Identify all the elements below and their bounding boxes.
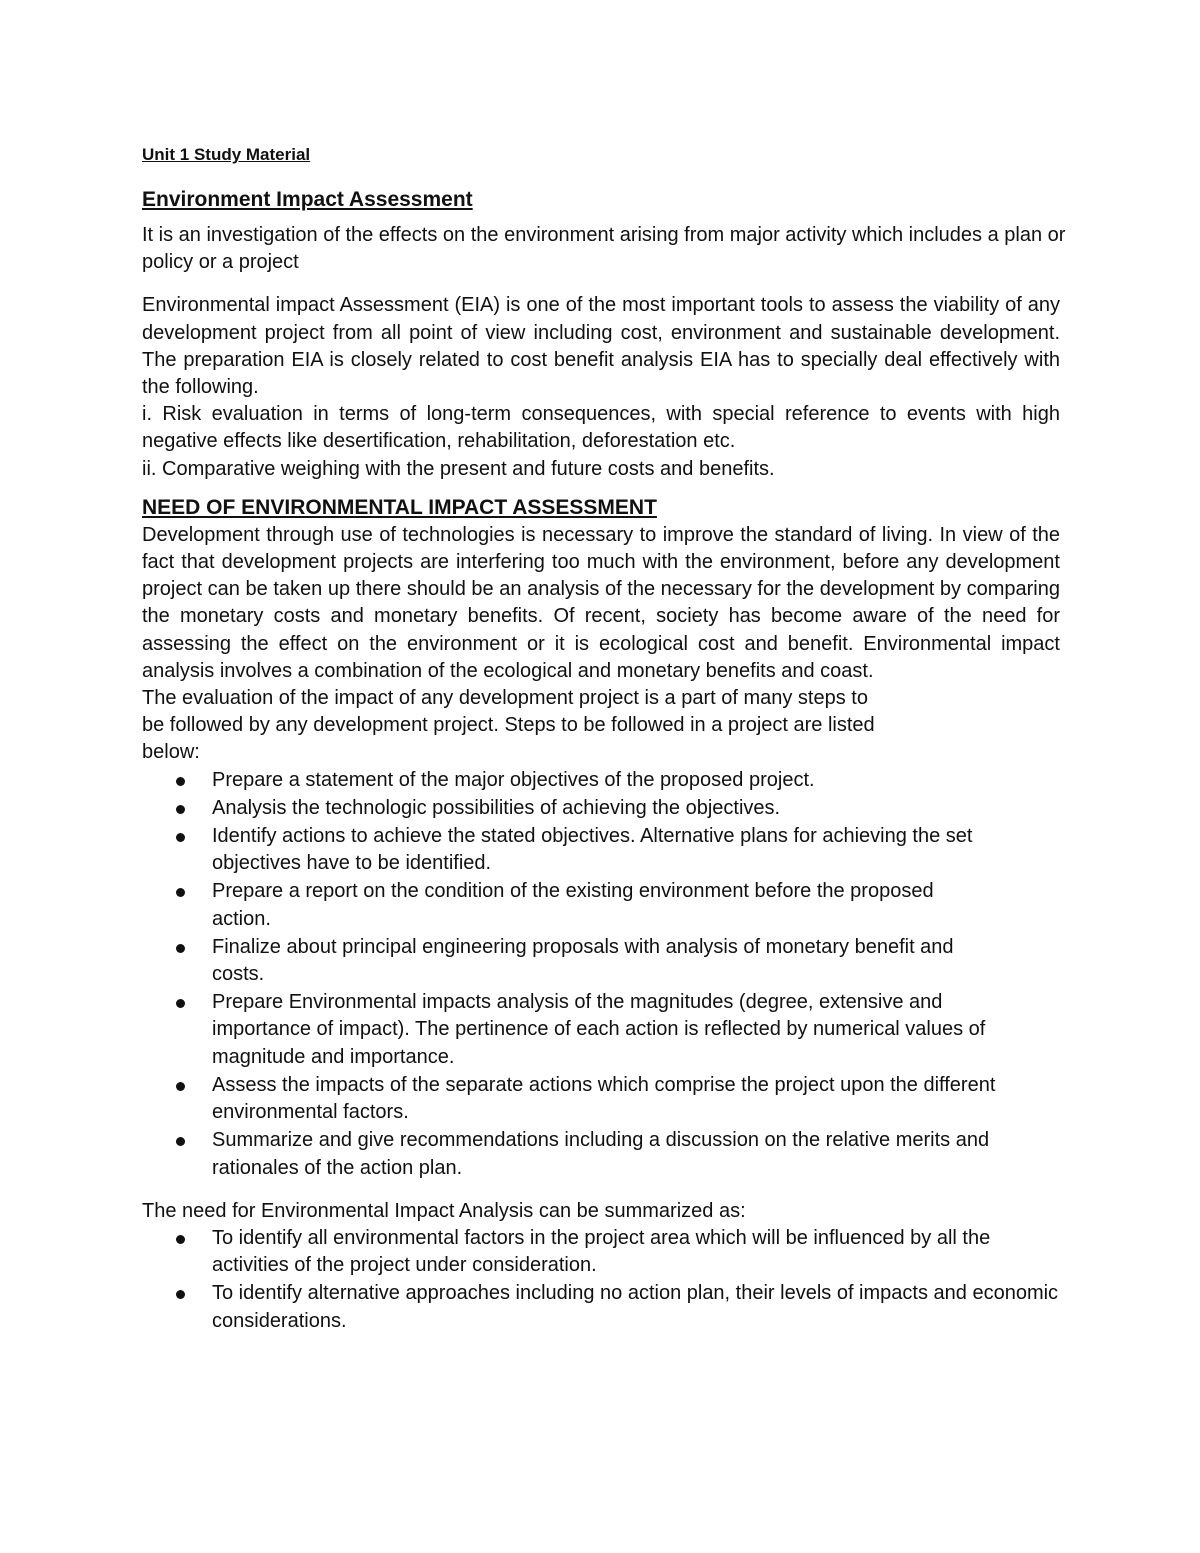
bullet-icon <box>176 944 185 953</box>
list-item <box>142 1280 1060 1334</box>
need-heading: NEED OF ENVIRONMENTAL IMPACT ASSESSMENT <box>142 495 657 519</box>
bullet-icon <box>176 888 185 897</box>
need-paragraph: Development through use of technologies is necessary to improve the standard of living. In view of the fact that development projects are interfering too much with the environment, before any development project can be taken up there should be an analysis of the necessary for the development by comparing the monetary costs and monetary benefits. Of recent, society has become aware of the need for assessing the effect on the environment or it is ecological cost and benefit. Environmental impact analysis involves a combination of the ecological and monetary benefits and coast. <box>142 523 1060 682</box>
list-item-text: Summarize and give recommendations including a discussion on the relative merits and rationales of the action plan. <box>212 1129 990 1179</box>
list-item <box>142 1072 1060 1126</box>
point-ii: ii. Comparative weighing with the present and future costs and benefits. <box>142 457 775 480</box>
list-item-text: To identify alternative approaches including no action plan, their levels of impacts and economic considerations. <box>212 1282 1059 1332</box>
list-item-text: To identify all environmental factors in the project area which will be influenced by all the activities of the project under consideration. <box>212 1226 991 1277</box>
steps-intro-line-1: The evaluation of the impact of any development project is a part of many steps to <box>142 687 868 710</box>
list-item-text: Prepare Environmental impacts analysis of the magnitudes (degree, extensive and importance of impact). The pertinence of each action is reflected by numerical values of magnitude and importance. <box>212 991 986 1068</box>
list-item <box>142 934 1060 988</box>
unit-title: Unit 1 Study Material <box>142 145 311 164</box>
bullet-icon <box>176 777 185 786</box>
bullet-icon <box>176 1290 185 1299</box>
steps-intro-line-2: be followed by any development project. Steps to be followed in a project are listed <box>142 714 875 737</box>
main-title: Environment Impact Assessment <box>142 188 473 211</box>
bullet-icon <box>176 833 185 842</box>
bullet-icon <box>176 1082 185 1091</box>
list-item-text: Finalize about principal engineering proposals with analysis of monetary benefit and costs. <box>212 935 954 986</box>
steps-intro-line-3: below: <box>142 741 200 764</box>
list-item-text: Identify actions to achieve the stated objectives. Alternative plans for achieving the set objectives have to be identified. <box>212 825 973 875</box>
list-item <box>142 1225 1060 1279</box>
bullet-icon <box>176 1235 185 1244</box>
list-item <box>142 1127 1060 1181</box>
list-item-text: Analysis the technologic possibilities of achieving the objectives. <box>212 796 781 819</box>
steps-list <box>142 767 1060 1182</box>
summary-list <box>142 1225 1060 1335</box>
list-item <box>142 823 1060 877</box>
document-page <box>142 140 1066 1336</box>
bullet-icon <box>176 1137 185 1146</box>
list-item-text: Prepare a statement of the major objectives of the proposed project. <box>212 768 815 791</box>
point-i: i. Risk evaluation in terms of long-term consequences, with special reference to events with high negative effects like desertification, rehabilitation, deforestation etc. <box>142 403 1060 453</box>
list-item <box>142 767 1060 794</box>
list-item-text: Prepare a report on the condition of the existing environment before the proposed action. <box>212 880 934 930</box>
list-item-text: Assess the impacts of the separate actions which comprise the project upon the different environmental factors. <box>212 1073 996 1124</box>
list-item <box>142 878 1060 932</box>
eia-paragraph: Environmental impact Assessment (EIA) is one of the most important tools to assess the viability of any development project from all point of view including cost, environment and sustainable development. The preparation EIA is closely related to cost benefit analysis EIA has to specially deal effectively with the following. <box>142 294 1060 399</box>
list-item <box>142 989 1060 1071</box>
summary-intro: The need for Environmental Impact Analysis can be summarized as: <box>142 1199 746 1222</box>
list-item <box>142 795 1060 822</box>
intro-paragraph: It is an investigation of the effects on the environment arising from major activity which includes a plan or policy or a project <box>142 224 1066 274</box>
bullet-icon <box>176 999 185 1008</box>
bullet-icon <box>176 805 185 814</box>
